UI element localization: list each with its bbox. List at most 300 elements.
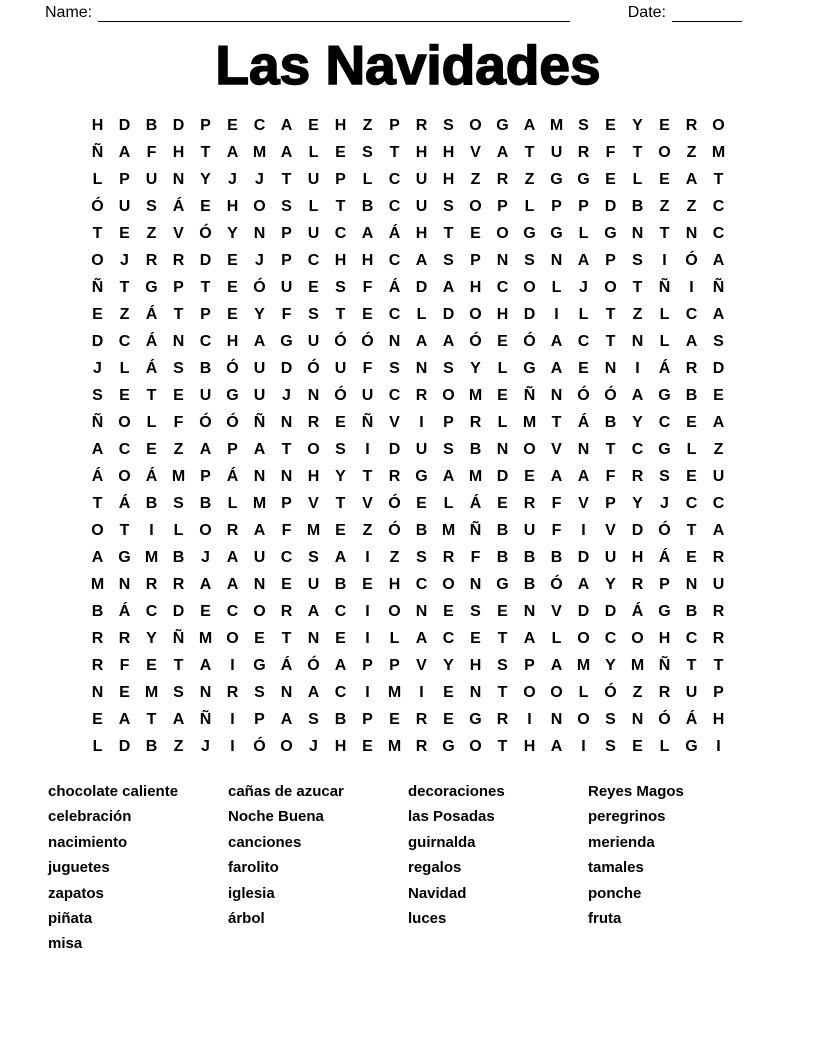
- grid-letter-r5-c18: G: [550, 224, 563, 242]
- grid-letter-r17-c16: B: [496, 548, 509, 566]
- grid-letter-r7-c15: H: [469, 278, 482, 296]
- grid-letter-r17-c1: A: [91, 548, 104, 566]
- grid-letter-r7-c24: Ñ: [712, 278, 725, 296]
- grid-letter-r4-c11: B: [361, 197, 374, 215]
- grid-letter-r24-c13: R: [415, 737, 428, 755]
- grid-letter-r16-c8: F: [281, 521, 292, 539]
- word-item: tamales: [588, 859, 644, 877]
- word-item: merienda: [588, 833, 655, 851]
- grid-letter-r24-c10: H: [334, 737, 347, 755]
- grid-letter-r16-c19: I: [581, 521, 586, 539]
- grid-letter-r3-c16: R: [496, 170, 509, 188]
- grid-letter-r24-c20: S: [605, 737, 616, 755]
- grid-letter-r11-c8: J: [282, 386, 291, 404]
- grid-letter-r16-c7: A: [253, 521, 266, 539]
- grid-letter-r20-c6: O: [226, 629, 239, 647]
- grid-letter-r2-c20: F: [605, 143, 616, 161]
- grid-letter-r3-c4: N: [172, 170, 185, 188]
- grid-letter-r12-c22: C: [658, 413, 671, 431]
- word-item: nacimiento: [48, 833, 128, 851]
- grid-letter-r12-c5: Ó: [199, 413, 212, 431]
- grid-letter-r3-c23: A: [685, 170, 698, 188]
- grid-letter-r20-c16: T: [497, 629, 508, 647]
- grid-letter-r1-c16: G: [496, 116, 509, 134]
- grid-letter-r15-c4: S: [173, 494, 184, 512]
- grid-letter-r17-c18: B: [550, 548, 563, 566]
- grid-letter-r21-c3: E: [146, 656, 157, 674]
- grid-letter-r15-c21: Y: [632, 494, 643, 512]
- grid-letter-r6-c17: S: [524, 251, 535, 269]
- grid-letter-r6-c19: A: [577, 251, 590, 269]
- grid-letter-r8-c6: E: [227, 305, 238, 323]
- grid-letter-r10-c2: L: [119, 359, 130, 377]
- grid-letter-r7-c17: O: [523, 278, 536, 296]
- word-item: ponche: [588, 884, 642, 902]
- grid-letter-r20-c10: E: [335, 629, 346, 647]
- word-item: juguetes: [48, 859, 110, 877]
- grid-letter-r9-c9: U: [307, 332, 320, 350]
- word-item: zapatos: [48, 884, 104, 902]
- grid-letter-r18-c20: Y: [605, 575, 616, 593]
- grid-letter-r16-c1: O: [91, 521, 104, 539]
- grid-letter-r16-c18: F: [551, 521, 562, 539]
- grid-letter-r16-c16: B: [496, 521, 509, 539]
- grid-letter-r9-c19: C: [577, 332, 590, 350]
- grid-letter-r19-c14: E: [443, 602, 454, 620]
- grid-letter-r8-c15: O: [469, 305, 482, 323]
- grid-letter-r24-c24: I: [716, 737, 721, 755]
- grid-letter-r23-c14: E: [443, 710, 454, 728]
- grid-letter-r13-c11: I: [365, 440, 370, 458]
- grid-letter-r21-c20: Y: [605, 656, 616, 674]
- grid-letter-r2-c21: T: [632, 143, 643, 161]
- grid-letter-r18-c6: A: [226, 575, 239, 593]
- grid-letter-r21-c15: H: [469, 656, 482, 674]
- grid-letter-r18-c18: Ó: [550, 575, 563, 593]
- grid-letter-r22-c21: Z: [632, 683, 643, 701]
- grid-letter-r14-c9: H: [307, 467, 320, 485]
- grid-letter-r7-c16: C: [496, 278, 509, 296]
- grid-letter-r21-c1: R: [91, 656, 104, 674]
- grid-letter-r9-c22: L: [659, 332, 670, 350]
- grid-letter-r23-c16: R: [496, 710, 509, 728]
- grid-letter-r19-c4: D: [172, 602, 185, 620]
- grid-letter-r14-c16: D: [496, 467, 509, 485]
- grid-letter-r8-c13: L: [416, 305, 427, 323]
- grid-letter-r20-c9: N: [307, 629, 320, 647]
- grid-letter-r6-c13: A: [415, 251, 428, 269]
- grid-letter-r1-c14: S: [443, 116, 454, 134]
- grid-letter-r4-c6: H: [226, 197, 239, 215]
- grid-letter-r4-c23: Z: [686, 197, 697, 215]
- grid-letter-r4-c12: C: [388, 197, 401, 215]
- grid-letter-r4-c18: P: [551, 197, 562, 215]
- word-list-column-2: [228, 779, 408, 957]
- grid-letter-r11-c22: G: [658, 386, 671, 404]
- word-item: regalos: [408, 859, 462, 877]
- grid-letter-r10-c23: R: [685, 359, 698, 377]
- grid-letter-r20-c1: R: [91, 629, 104, 647]
- grid-letter-r4-c16: P: [497, 197, 508, 215]
- grid-letter-r20-c17: A: [523, 629, 536, 647]
- grid-letter-r17-c9: S: [308, 548, 319, 566]
- grid-letter-r10-c24: D: [712, 359, 725, 377]
- grid-letter-r16-c10: E: [335, 521, 346, 539]
- grid-letter-r24-c1: L: [92, 737, 103, 755]
- grid-letter-r4-c4: Á: [172, 197, 185, 215]
- grid-letter-r5-c2: E: [119, 224, 130, 242]
- grid-letter-r23-c17: I: [527, 710, 532, 728]
- grid-letter-r19-c3: C: [145, 602, 158, 620]
- grid-letter-r11-c3: T: [146, 386, 157, 404]
- grid-letter-r21-c10: A: [334, 656, 347, 674]
- grid-letter-r17-c14: R: [442, 548, 455, 566]
- grid-letter-r17-c10: A: [334, 548, 347, 566]
- grid-letter-r3-c2: P: [119, 170, 130, 188]
- grid-letter-r16-c20: V: [605, 521, 616, 539]
- grid-letter-r19-c11: I: [365, 602, 370, 620]
- grid-letter-r21-c5: A: [199, 656, 212, 674]
- grid-letter-r6-c15: P: [470, 251, 481, 269]
- grid-letter-r2-c23: Z: [686, 143, 697, 161]
- grid-letter-r11-c7: U: [253, 386, 266, 404]
- grid-letter-r22-c22: R: [658, 683, 671, 701]
- word-list-column-3: [408, 779, 588, 957]
- grid-letter-r22-c11: I: [365, 683, 370, 701]
- grid-letter-r2-c9: L: [308, 143, 319, 161]
- grid-letter-r19-c19: D: [577, 602, 590, 620]
- grid-letter-r6-c9: C: [307, 251, 320, 269]
- grid-letter-r7-c11: F: [362, 278, 373, 296]
- grid-letter-r16-c2: T: [119, 521, 130, 539]
- grid-letter-r24-c8: O: [280, 737, 293, 755]
- name-label: Name:: [45, 4, 93, 21]
- grid-letter-r13-c22: G: [658, 440, 671, 458]
- grid-letter-r11-c24: E: [713, 386, 724, 404]
- grid-letter-r17-c21: H: [631, 548, 644, 566]
- grid-letter-r18-c13: C: [415, 575, 428, 593]
- grid-letter-r7-c13: D: [415, 278, 428, 296]
- grid-letter-r15-c2: Á: [118, 494, 131, 512]
- grid-letter-r9-c14: A: [442, 332, 455, 350]
- grid-letter-r23-c18: N: [550, 710, 563, 728]
- grid-letter-r18-c17: B: [523, 575, 536, 593]
- grid-letter-r3-c13: U: [415, 170, 428, 188]
- grid-letter-r8-c20: T: [605, 305, 616, 323]
- grid-letter-r20-c4: Ñ: [172, 629, 185, 647]
- grid-letter-r13-c19: N: [577, 440, 590, 458]
- grid-letter-r11-c12: C: [388, 386, 401, 404]
- grid-letter-r11-c14: O: [442, 386, 455, 404]
- grid-letter-r10-c8: D: [280, 359, 293, 377]
- grid-letter-r18-c2: N: [118, 575, 131, 593]
- grid-letter-r18-c7: N: [253, 575, 266, 593]
- grid-letter-r12-c17: M: [522, 413, 537, 431]
- grid-letter-r6-c20: P: [605, 251, 616, 269]
- grid-letter-r5-c23: N: [685, 224, 698, 242]
- grid-letter-r4-c19: P: [578, 197, 589, 215]
- grid-letter-r19-c17: N: [523, 602, 536, 620]
- grid-letter-r3-c14: H: [442, 170, 455, 188]
- grid-letter-r16-c22: Ó: [658, 521, 671, 539]
- grid-letter-r16-c24: A: [712, 521, 725, 539]
- grid-letter-r6-c8: P: [281, 251, 292, 269]
- grid-letter-r21-c8: Á: [280, 656, 293, 674]
- grid-letter-r14-c6: Á: [226, 467, 239, 485]
- grid-letter-r5-c4: V: [173, 224, 184, 242]
- grid-letter-r21-c11: P: [362, 656, 373, 674]
- grid-letter-r9-c23: A: [685, 332, 698, 350]
- word-item: chocolate caliente: [48, 783, 179, 800]
- grid-letter-r4-c20: D: [604, 197, 617, 215]
- grid-letter-r9-c21: N: [631, 332, 644, 350]
- grid-letter-r17-c15: F: [470, 548, 481, 566]
- grid-letter-r9-c15: Ó: [469, 332, 482, 350]
- grid-letter-r14-c8: N: [280, 467, 293, 485]
- grid-letter-r1-c17: A: [523, 116, 536, 134]
- grid-letter-r2-c6: A: [226, 143, 239, 161]
- word-item: misa: [48, 935, 83, 953]
- grid-letter-r3-c10: P: [335, 170, 346, 188]
- grid-letter-r19-c18: V: [551, 602, 562, 620]
- grid-letter-r9-c1: D: [91, 332, 104, 350]
- grid-letter-r13-c15: B: [469, 440, 482, 458]
- grid-letter-r4-c8: S: [281, 197, 292, 215]
- grid-letter-r15-c23: C: [685, 494, 698, 512]
- grid-letter-r20-c3: Y: [146, 629, 157, 647]
- grid-letter-r7-c3: G: [145, 278, 158, 296]
- grid-letter-r10-c1: J: [93, 359, 102, 377]
- grid-letter-r20-c19: O: [577, 629, 590, 647]
- grid-letter-r2-c14: H: [442, 143, 455, 161]
- grid-letter-r21-c2: F: [119, 656, 130, 674]
- grid-letter-r17-c6: A: [226, 548, 239, 566]
- grid-letter-r3-c19: G: [577, 170, 590, 188]
- grid-letter-r18-c21: R: [631, 575, 644, 593]
- grid-letter-r18-c23: N: [685, 575, 698, 593]
- grid-letter-r1-c3: B: [145, 116, 158, 134]
- grid-letter-r8-c24: A: [712, 305, 725, 323]
- grid-letter-r22-c13: I: [419, 683, 424, 701]
- grid-letter-r5-c13: H: [415, 224, 428, 242]
- grid-letter-r16-c12: Ó: [388, 521, 401, 539]
- grid-letter-r24-c7: Ó: [253, 737, 266, 755]
- grid-letter-r4-c17: L: [524, 197, 535, 215]
- grid-letter-r21-c23: T: [686, 656, 697, 674]
- grid-letter-r14-c3: Á: [145, 467, 158, 485]
- grid-letter-r9-c12: N: [388, 332, 401, 350]
- grid-letter-r21-c13: V: [416, 656, 427, 674]
- grid-letter-r15-c10: T: [335, 494, 346, 512]
- grid-letter-r7-c5: T: [200, 278, 211, 296]
- grid-letter-r5-c1: T: [92, 224, 103, 242]
- grid-letter-r23-c24: H: [712, 710, 725, 728]
- grid-letter-r14-c23: E: [686, 467, 697, 485]
- grid-letter-r12-c3: L: [146, 413, 157, 431]
- grid-letter-r15-c16: E: [497, 494, 508, 512]
- grid-letter-r6-c3: R: [145, 251, 158, 269]
- grid-letter-r6-c7: J: [255, 251, 264, 269]
- grid-letter-r1-c12: P: [389, 116, 400, 134]
- grid-letter-r17-c23: E: [686, 548, 697, 566]
- grid-letter-r22-c23: U: [685, 683, 698, 701]
- grid-letter-r21-c12: P: [389, 656, 400, 674]
- grid-letter-r21-c17: P: [524, 656, 535, 674]
- grid-letter-r18-c16: G: [496, 575, 509, 593]
- grid-letter-r7-c23: I: [689, 278, 694, 296]
- grid-letter-r13-c21: C: [631, 440, 644, 458]
- grid-letter-r7-c18: L: [551, 278, 562, 296]
- grid-letter-r8-c16: H: [496, 305, 509, 323]
- grid-letter-r15-c8: P: [281, 494, 292, 512]
- grid-letter-r12-c20: B: [604, 413, 617, 431]
- grid-letter-r22-c9: A: [307, 683, 320, 701]
- word-item: fruta: [588, 910, 622, 928]
- grid-letter-r13-c24: Z: [713, 440, 724, 458]
- grid-letter-r13-c3: E: [146, 440, 157, 458]
- grid-letter-r22-c10: C: [334, 683, 347, 701]
- grid-letter-r23-c7: P: [254, 710, 265, 728]
- grid-letter-r19-c9: A: [307, 602, 320, 620]
- grid-letter-r21-c7: G: [253, 656, 266, 674]
- grid-letter-r21-c14: Y: [443, 656, 454, 674]
- grid-letter-r6-c6: E: [227, 251, 238, 269]
- grid-letter-r4-c22: Z: [659, 197, 670, 215]
- grid-letter-r21-c18: A: [550, 656, 563, 674]
- grid-letter-r14-c5: P: [200, 467, 211, 485]
- grid-letter-r13-c7: A: [253, 440, 266, 458]
- grid-letter-r14-c15: M: [468, 467, 483, 485]
- grid-letter-r11-c19: Ó: [577, 386, 590, 404]
- grid-letter-r11-c1: S: [92, 386, 103, 404]
- grid-letter-r16-c5: O: [199, 521, 212, 539]
- grid-letter-r2-c17: T: [524, 143, 535, 161]
- grid-letter-r11-c17: Ñ: [523, 386, 536, 404]
- grid-letter-r24-c16: T: [497, 737, 508, 755]
- grid-letter-r7-c6: E: [227, 278, 238, 296]
- grid-letter-r1-c18: M: [549, 116, 564, 134]
- grid-letter-r9-c13: A: [415, 332, 428, 350]
- grid-letter-r12-c14: P: [443, 413, 454, 431]
- grid-letter-r11-c20: Ó: [604, 386, 617, 404]
- word-item: Reyes Magos: [588, 783, 684, 800]
- grid-letter-r16-c23: T: [686, 521, 697, 539]
- grid-letter-r13-c6: P: [227, 440, 238, 458]
- grid-letter-r7-c19: J: [579, 278, 588, 296]
- grid-letter-r17-c12: Z: [389, 548, 400, 566]
- grid-letter-r17-c8: C: [280, 548, 293, 566]
- grid-letter-r20-c21: O: [631, 629, 644, 647]
- grid-letter-r13-c17: O: [523, 440, 536, 458]
- grid-letter-r3-c1: L: [92, 170, 103, 188]
- grid-letter-r5-c7: N: [253, 224, 266, 242]
- grid-letter-r24-c23: G: [685, 737, 698, 755]
- grid-letter-r4-c10: T: [335, 197, 346, 215]
- grid-letter-r4-c5: E: [200, 197, 211, 215]
- grid-letter-r14-c2: O: [118, 467, 131, 485]
- grid-letter-r15-c14: L: [443, 494, 454, 512]
- grid-letter-r22-c18: O: [550, 683, 563, 701]
- grid-letter-r23-c9: S: [308, 710, 319, 728]
- grid-letter-r21-c6: I: [230, 656, 235, 674]
- grid-letter-r17-c13: S: [416, 548, 427, 566]
- grid-letter-r10-c17: G: [523, 359, 536, 377]
- grid-letter-r5-c6: Y: [227, 224, 238, 242]
- grid-letter-r18-c8: E: [281, 575, 292, 593]
- grid-letter-r23-c15: G: [469, 710, 482, 728]
- grid-letter-r5-c5: Ó: [199, 224, 212, 242]
- grid-letter-r1-c6: E: [227, 116, 238, 134]
- grid-letter-r16-c14: M: [441, 521, 456, 539]
- grid-letter-r9-c16: E: [497, 332, 508, 350]
- grid-letter-r9-c10: Ó: [334, 332, 347, 350]
- grid-letter-r18-c3: R: [145, 575, 158, 593]
- grid-letter-r12-c1: Ñ: [91, 413, 104, 431]
- grid-letter-r8-c11: E: [362, 305, 373, 323]
- grid-letter-r15-c6: L: [227, 494, 238, 512]
- grid-letter-r2-c16: A: [496, 143, 509, 161]
- grid-letter-r9-c3: Á: [145, 332, 158, 350]
- grid-letter-r5-c10: C: [334, 224, 347, 242]
- grid-letter-r14-c24: U: [712, 467, 725, 485]
- grid-letter-r8-c23: C: [685, 305, 698, 323]
- grid-letter-r8-c21: Z: [632, 305, 643, 323]
- grid-letter-r5-c17: G: [523, 224, 536, 242]
- grid-letter-r6-c11: H: [361, 251, 374, 269]
- grid-letter-r18-c24: U: [712, 575, 725, 593]
- grid-letter-r10-c16: L: [497, 359, 508, 377]
- grid-letter-r8-c10: T: [335, 305, 346, 323]
- grid-letter-r2-c13: H: [415, 143, 428, 161]
- grid-letter-r13-c4: Z: [173, 440, 184, 458]
- word-list-column-1: [48, 779, 228, 957]
- grid-letter-r2-c12: T: [389, 143, 400, 161]
- grid-letter-r1-c23: R: [685, 116, 698, 134]
- grid-letter-r2-c4: H: [172, 143, 185, 161]
- grid-letter-r22-c12: M: [387, 683, 402, 701]
- grid-letter-r17-c22: Á: [658, 548, 671, 566]
- grid-letter-r24-c21: E: [632, 737, 643, 755]
- grid-letter-r2-c3: F: [146, 143, 157, 161]
- grid-letter-r22-c4: S: [173, 683, 184, 701]
- grid-letter-r18-c19: A: [577, 575, 590, 593]
- grid-letter-r18-c22: P: [659, 575, 670, 593]
- grid-letter-r13-c16: N: [496, 440, 509, 458]
- grid-letter-r11-c4: E: [173, 386, 184, 404]
- grid-letter-r19-c7: O: [253, 602, 266, 620]
- grid-letter-r23-c21: N: [631, 710, 644, 728]
- grid-letter-r3-c5: Y: [200, 170, 211, 188]
- grid-letter-r22-c7: S: [254, 683, 265, 701]
- grid-letter-r21-c19: M: [576, 656, 591, 674]
- grid-letter-r9-c6: H: [226, 332, 239, 350]
- grid-letter-r2-c1: Ñ: [91, 143, 104, 161]
- grid-letter-r10-c13: N: [415, 359, 428, 377]
- grid-letter-r5-c24: C: [712, 224, 725, 242]
- grid-letter-r5-c22: T: [659, 224, 670, 242]
- grid-letter-r1-c2: D: [118, 116, 131, 134]
- grid-letter-r9-c7: A: [253, 332, 266, 350]
- grid-letter-r24-c19: I: [581, 737, 586, 755]
- grid-letter-r4-c15: O: [469, 197, 482, 215]
- grid-letter-r8-c22: L: [659, 305, 670, 323]
- grid-letter-r14-c20: F: [605, 467, 616, 485]
- grid-letter-r3-c22: E: [659, 170, 670, 188]
- grid-letter-r16-c17: U: [523, 521, 536, 539]
- grid-letter-r1-c13: R: [415, 116, 428, 134]
- grid-letter-r9-c18: A: [550, 332, 563, 350]
- grid-letter-r10-c5: B: [199, 359, 212, 377]
